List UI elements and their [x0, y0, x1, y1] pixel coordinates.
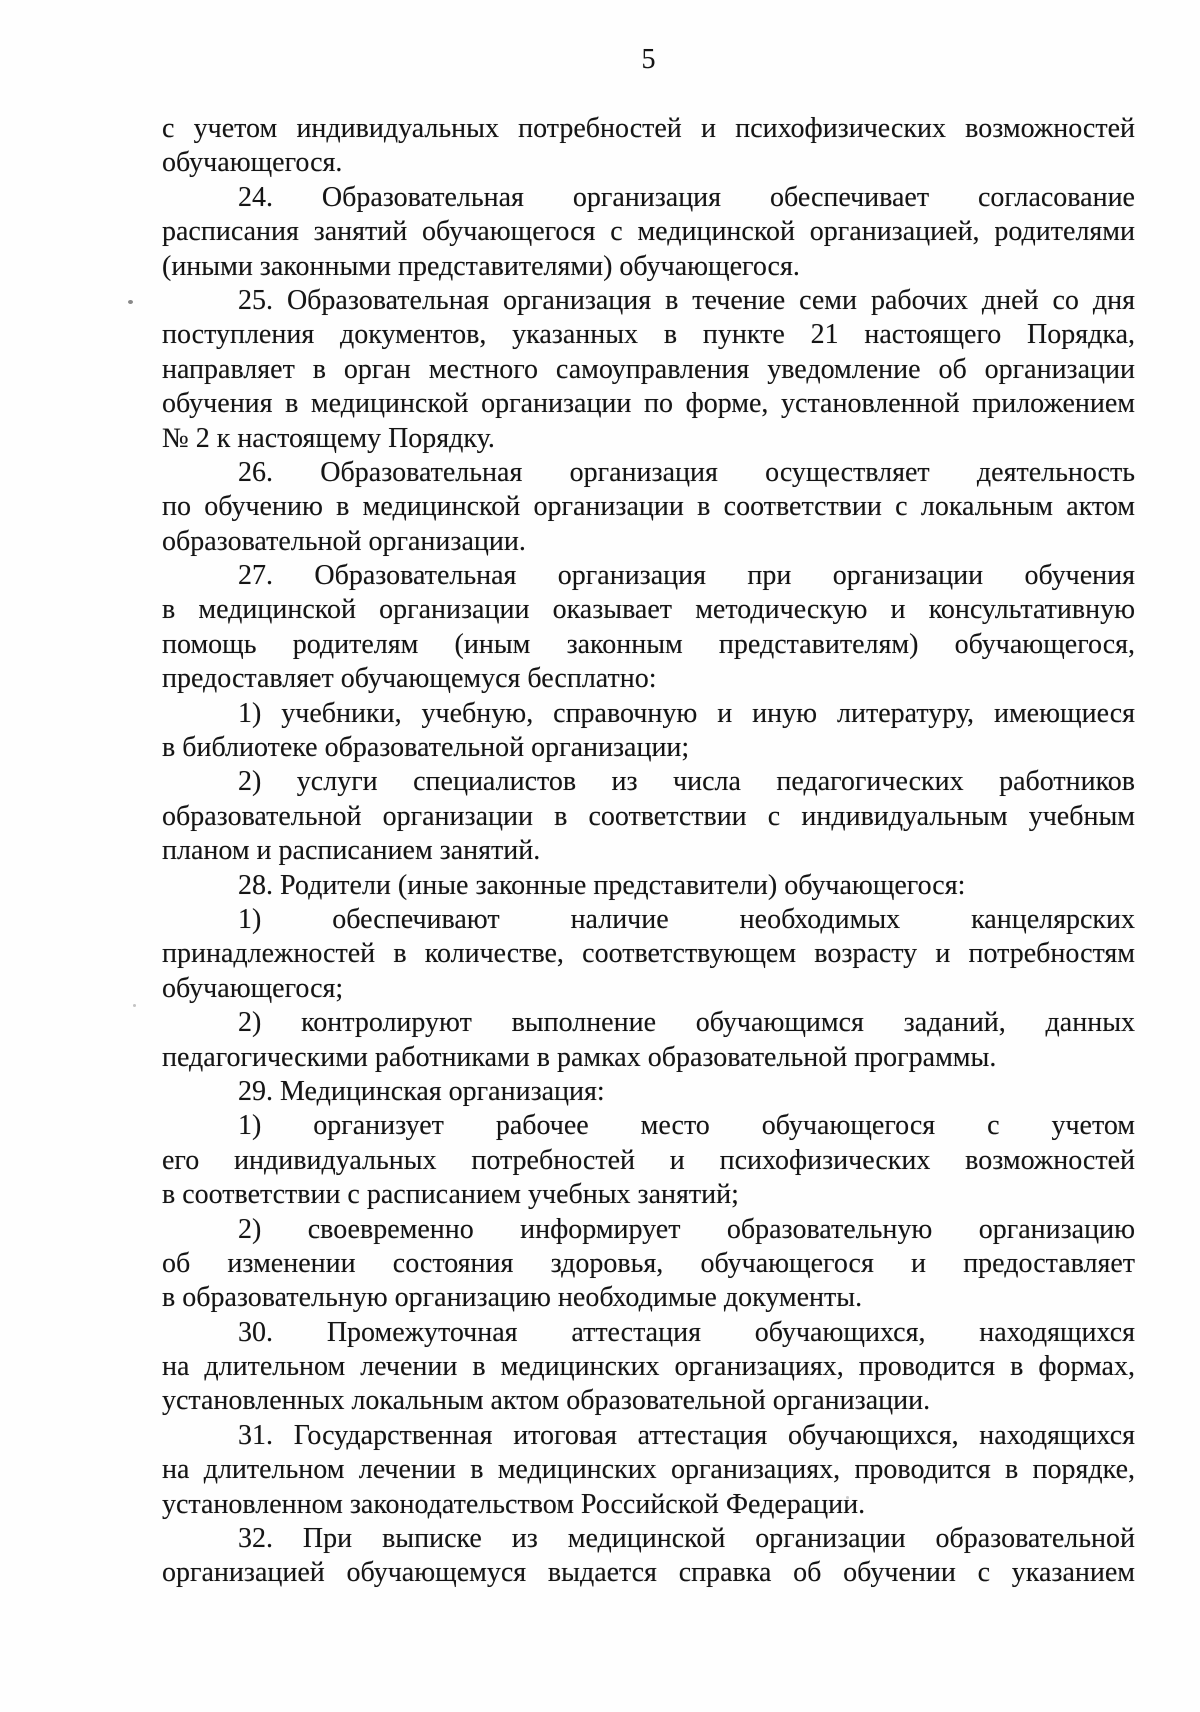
text-line: организацией обучающемуся выдается справка об обучении с указанием [162, 1557, 1135, 1589]
paragraph [162, 1109, 1135, 1212]
paragraph [162, 1213, 1135, 1316]
text-line: об изменении состояния здоровья, обучающегося и предоставляет [162, 1247, 1135, 1279]
scan-speck [133, 1004, 136, 1007]
text-line: 1) обеспечивают наличие необходимых канцелярских [238, 903, 1135, 935]
text-line: в образовательную организацию необходимые документы. [162, 1282, 863, 1314]
text-line: с учетом индивидуальных потребностей и психофизических возможностей [162, 113, 1135, 144]
paragraph [162, 1075, 1135, 1109]
text-line: направляет в орган местного самоуправления уведомление об организации [162, 353, 1135, 385]
paragraph [162, 903, 1135, 1006]
paragraph [162, 284, 1135, 456]
paragraph [162, 697, 1135, 766]
text-line: предоставляет обучающемуся бесплатно: [162, 663, 657, 695]
paragraph [162, 181, 1135, 284]
paragraph [162, 869, 1135, 903]
text-line: планом и расписанием занятий. [162, 835, 541, 867]
text-line: 1) учебники, учебную, справочную и иную литературу, имеющиеся [238, 697, 1135, 729]
text-line: 27. Образовательная организация при организации обучения [238, 560, 1135, 592]
text-line: в библиотеке образовательной организации; [162, 732, 690, 764]
text-line: 2) услуги специалистов из числа педагогических работников [238, 766, 1135, 798]
text-line: установленном законодательством Российской Федерации. [162, 1488, 866, 1520]
text-line: 31. Государственная итоговая аттестация обучающихся, находящихся [238, 1419, 1135, 1451]
text-line: обучающегося. [162, 147, 343, 179]
text-line: 24. Образовательная организация обеспечивает согласование [238, 181, 1135, 213]
text-line: установленных локальным актом образовательной организации. [162, 1385, 931, 1417]
text-line: на длительном лечении в медицинских организациях, проводится в порядке, [162, 1454, 1135, 1486]
text-line: педагогическими работниками в рамках образовательной программы. [162, 1041, 997, 1073]
paragraph [162, 1522, 1135, 1591]
text-line: (иными законными представителями) обучающегося. [162, 250, 800, 282]
paragraph [162, 765, 1135, 868]
text-line: образовательной организации. [162, 525, 526, 557]
text-line: № 2 к настоящему Порядку. [162, 422, 495, 454]
page-number: 5 [641, 44, 656, 75]
text-line: образовательной организации в соответствии с индивидуальным учебным [162, 800, 1135, 832]
scan-speck [846, 1496, 849, 1499]
paragraph [162, 1006, 1135, 1075]
text-line: в соответствии с расписанием учебных занятий; [162, 1179, 739, 1211]
paragraph [162, 456, 1135, 559]
paragraph [162, 1316, 1135, 1419]
text-line: 1) организует рабочее место обучающегося с учетом [238, 1110, 1135, 1142]
text-line: поступления документов, указанных в пункте 21 настоящего Порядка, [162, 319, 1135, 351]
paragraph [162, 559, 1135, 697]
text-line: по обучению в медицинской организации в соответствии с локальным актом [162, 491, 1135, 523]
text-line: 25. Образовательная организация в течение семи рабочих дней со дня [238, 284, 1135, 316]
text-line: на длительном лечении в медицинских организациях, проводится в формах, [162, 1351, 1135, 1383]
text-line: его индивидуальных потребностей и психофизических возможностей [162, 1144, 1135, 1176]
text-line: расписания занятий обучающегося с медицинской организацией, родителями [162, 216, 1135, 248]
text-line: 29. Медицинская организация: [238, 1075, 605, 1107]
paragraph [162, 112, 1135, 181]
text-line: 2) контролируют выполнение обучающимся заданий, данных [238, 1007, 1135, 1039]
text-line: 32. При выписке из медицинской организации образовательной [238, 1523, 1135, 1555]
text-line: 28. Родители (иные законные представители) обучающегося: [238, 869, 966, 901]
paragraph [162, 1419, 1135, 1522]
text-line: 26. Образовательная организация осуществляет деятельность [238, 456, 1135, 488]
document-body [162, 112, 1135, 1591]
text-line: в медицинской организации оказывает методическую и консультативную [162, 594, 1135, 626]
text-line: 30. Промежуточная аттестация обучающихся, находящихся [238, 1316, 1135, 1348]
text-line: 2) своевременно информирует образовательную организацию [238, 1213, 1135, 1245]
scan-speck [128, 300, 133, 304]
text-line: обучения в медицинской организации по форме, установленной приложением [162, 388, 1135, 420]
text-line: принадлежностей в количестве, соответствующем возрасту и потребностям [162, 938, 1135, 970]
text-line: помощь родителям (иным законным представителям) обучающегося, [162, 628, 1135, 660]
text-line: обучающегося; [162, 972, 344, 1004]
